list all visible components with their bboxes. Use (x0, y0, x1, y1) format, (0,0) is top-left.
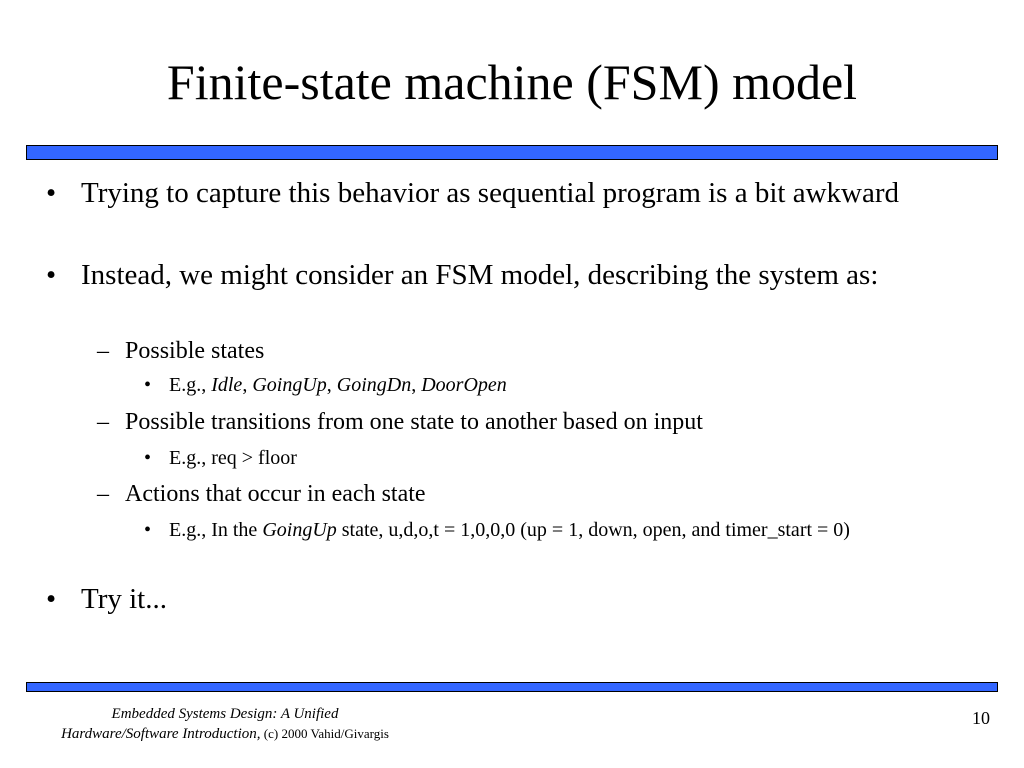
sub-sub-bullet-actions-example (144, 518, 904, 542)
sub-sub-bullet-states-example (144, 373, 904, 397)
separator: , (326, 374, 337, 396)
bullet-1-text: Trying to capture this behavior as sequential program is a bit awkward (81, 177, 899, 209)
footer-line-1: Embedded Systems Design: A Unified (111, 706, 339, 722)
states-example-prefix: E.g., (169, 374, 212, 396)
bullet-marker: • (46, 583, 57, 615)
bullet-marker: • (144, 519, 152, 541)
state-goingup: GoingUp (252, 374, 327, 396)
bullet-2-text: Instead, we might consider an FSM model, describing the system as: (81, 259, 879, 291)
sub-bullet-transitions-text: Possible transitions from one state to another based on input (125, 409, 703, 435)
separator: , (411, 374, 422, 396)
state-idle: Idle (211, 374, 243, 396)
slide-title: Finite-state machine (FSM) model (166, 54, 858, 110)
footer-citation (30, 704, 420, 744)
title-divider-bar (26, 145, 998, 160)
state-dooropen: DoorOpen (421, 374, 507, 396)
bullet-3 (46, 582, 986, 617)
actions-example-prefix: E.g., In the (169, 519, 263, 541)
actions-example-text (169, 518, 904, 542)
states-example-text (169, 373, 904, 397)
state-goingdn: GoingDn (336, 374, 412, 396)
page-number: 10 (972, 708, 990, 728)
dash-marker: – (97, 481, 109, 507)
footer-line-2-italic: Hardware/Software Introduction, (61, 726, 261, 742)
bullet-marker: • (46, 259, 57, 291)
sub-bullet-actions-text: Actions that occur in each state (125, 481, 426, 507)
sub-bullet-states (97, 337, 977, 366)
bullet-3-text: Try it... (81, 583, 167, 615)
bullet-marker: • (144, 447, 152, 469)
sub-bullet-transitions (97, 408, 977, 437)
bullet-2 (46, 258, 986, 293)
actions-example-suffix: state, u,d,o,t = 1,0,0,0 (up = 1, down, open, and timer_start = 0) (336, 519, 850, 541)
transitions-example-text: E.g., req > floor (169, 447, 297, 469)
sub-sub-bullet-transitions-example (144, 446, 904, 470)
footer-line-2 (30, 724, 420, 744)
footer-copyright: (c) 2000 Vahid/Givargis (260, 726, 389, 741)
sub-bullet-actions (97, 480, 977, 509)
bullet-1 (46, 176, 986, 211)
dash-marker: – (97, 409, 109, 435)
footer-divider-bar (26, 682, 998, 692)
sub-bullet-states-text: Possible states (125, 338, 265, 364)
dash-marker: – (97, 338, 109, 364)
state-goingup: GoingUp (262, 519, 337, 541)
bullet-marker: • (144, 374, 152, 396)
bullet-marker: • (46, 177, 57, 209)
separator: , (242, 374, 253, 396)
